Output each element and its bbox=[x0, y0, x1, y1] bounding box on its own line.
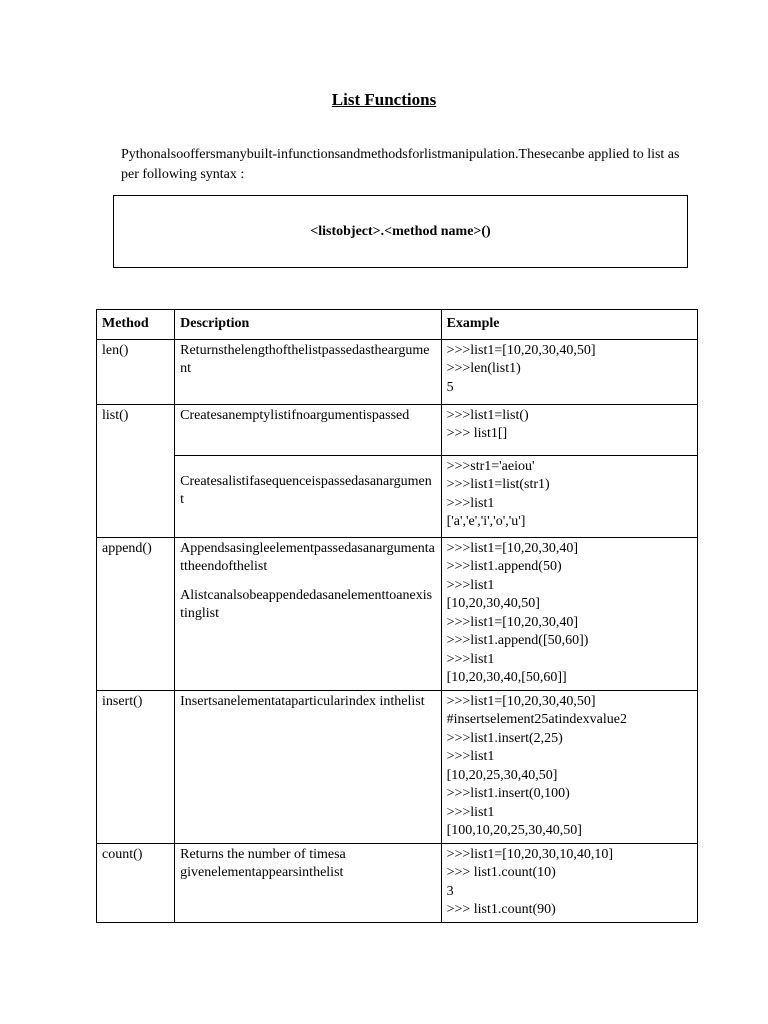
example-line: >>> list1.count(90) bbox=[446, 902, 556, 917]
example-line: 3 bbox=[446, 883, 454, 899]
description-text: Alistcanalsobeappendedasanelementtoanexistinglist bbox=[180, 587, 433, 621]
description-text: Createsalistifasequenceispassedasanargument bbox=[180, 473, 432, 507]
example-line: [10,20,30,40,50] bbox=[446, 596, 540, 611]
example-cell bbox=[441, 537, 697, 690]
example-line: >>>list1.append([50,60]) bbox=[446, 633, 589, 648]
example-cell bbox=[441, 843, 697, 922]
method-cell: list() bbox=[97, 404, 175, 537]
example-cell bbox=[441, 339, 697, 404]
example-line: >>>list1=[10,20,30,10,40,10] bbox=[446, 846, 614, 862]
example-line: >>>list1=[10,20,30,40,50] bbox=[446, 693, 596, 709]
example-line: >>>list1=[10,20,30,40] bbox=[446, 614, 579, 630]
example-line: >>>list1 bbox=[446, 577, 495, 593]
description-text: Appendsasingleelementpassedasanargumentattheendofthelist bbox=[180, 540, 435, 574]
table-row-len bbox=[97, 339, 698, 404]
method-cell: len() bbox=[97, 339, 175, 404]
table-row-insert bbox=[97, 690, 698, 843]
table-row-list bbox=[97, 404, 698, 455]
example-line: >>>list1 bbox=[446, 749, 495, 764]
description-cell: Createsanemptylistifnoargumentispassed bbox=[175, 404, 441, 455]
syntax-text: <listobject>.<method name>() bbox=[310, 223, 491, 239]
example-line: 5 bbox=[446, 379, 454, 395]
example-line: >>>list1.insert(0,100) bbox=[446, 786, 570, 801]
example-line: >>>len(list1) bbox=[446, 361, 521, 376]
example-line: >>>list1=list() bbox=[446, 407, 529, 423]
example-line: #insertselement25atindexvalue2 bbox=[446, 712, 627, 727]
intro-paragraph: Pythonalsooffersmanybuilt-infunctionsandmethodsforlistmanipulation.Thesecanbe applied to list as per following syntax : bbox=[121, 147, 680, 182]
example-line: >>>list1.append(50) bbox=[446, 559, 562, 574]
example-cell bbox=[441, 455, 697, 537]
example-line: >>>list1.insert(2,25) bbox=[446, 730, 563, 746]
header-method: Method bbox=[97, 310, 175, 340]
header-example: Example bbox=[441, 310, 697, 340]
table-row-list-sequence bbox=[97, 455, 698, 537]
example-line: [100,10,20,25,30,40,50] bbox=[446, 823, 582, 838]
method-cell: append() bbox=[97, 537, 175, 690]
list-functions-table bbox=[96, 309, 698, 923]
description-cell bbox=[175, 537, 441, 690]
header-description: Description bbox=[175, 310, 441, 340]
description-cell bbox=[175, 455, 441, 537]
description-cell: Insertsanelementataparticularindex inthelist bbox=[175, 690, 441, 843]
example-line: >>>list1=[10,20,30,40,50] bbox=[446, 342, 596, 358]
table-row-count bbox=[97, 843, 698, 922]
example-cell bbox=[441, 690, 697, 843]
example-line: ['a','e','i','o','u'] bbox=[446, 514, 526, 529]
description-cell: Returnsthelengthofthelistpassedastheargument bbox=[175, 339, 441, 404]
example-line: >>>list1 bbox=[446, 651, 495, 667]
example-line: >>>list1=list(str1) bbox=[446, 477, 550, 492]
example-line: >>> list1.count(10) bbox=[446, 865, 556, 880]
example-line: [10,20,30,40,[50,60]] bbox=[446, 670, 567, 685]
description-cell: Returns the number of timesa givenelementappearsinthelist bbox=[175, 843, 441, 922]
method-cell: insert() bbox=[97, 690, 175, 843]
syntax-box bbox=[113, 195, 688, 268]
page-title: List Functions bbox=[331, 90, 437, 109]
example-line: >>>list1 bbox=[446, 804, 495, 820]
example-line: >>>str1='aeiou' bbox=[446, 458, 535, 474]
example-line: >>>list1=[10,20,30,40] bbox=[446, 540, 579, 556]
method-cell: count() bbox=[97, 843, 175, 922]
example-line: >>> list1[] bbox=[446, 426, 508, 441]
table-row-append bbox=[97, 537, 698, 690]
example-cell bbox=[441, 404, 697, 455]
example-line: >>>list1 bbox=[446, 495, 495, 511]
table-header-row bbox=[97, 310, 698, 340]
example-line: [10,20,25,30,40,50] bbox=[446, 767, 558, 783]
